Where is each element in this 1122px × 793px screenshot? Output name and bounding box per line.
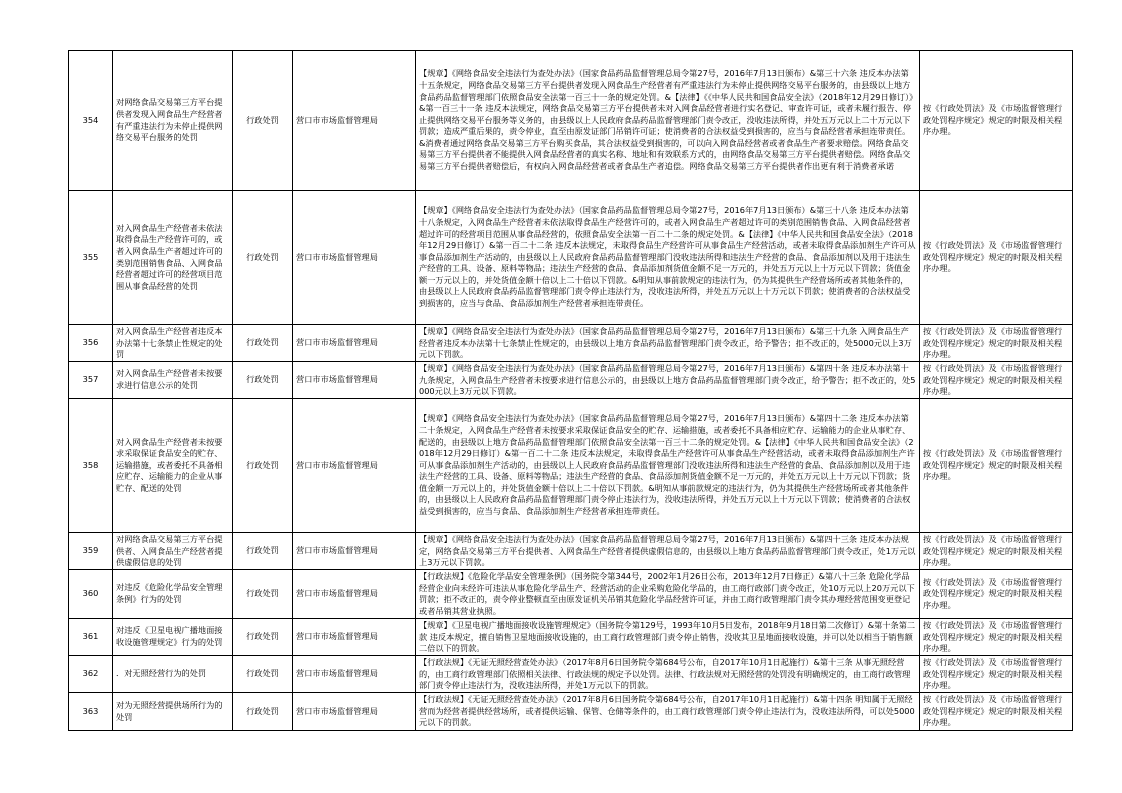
time-limit-procedure-cell [920,619,1073,656]
time-limit-procedure: 按《行政处罚法》及《市场监督管理行政处罚程序规定》规定的时限及相关程序办理。 [923,448,1063,482]
item-name-cell [113,362,233,399]
row-number: 361 [82,631,99,642]
power-list-table [68,50,1073,731]
implementing-agency: 营口市市场监督管理局 [296,337,378,348]
implementing-agency: 营口市市场监督管理局 [296,588,378,599]
implementing-agency: 营口市市场监督管理局 [296,114,378,125]
time-limit-procedure-cell [920,325,1073,362]
implementing-agency: 营口市市场监督管理局 [296,251,378,262]
implementing-agency: 营口市市场监督管理局 [296,668,378,679]
legal-basis-cell [416,362,920,399]
legal-basis: 【规章】《网络食品安全违法行为查处办法》（国家食品药品监督管理总局令第27号，2016年7月13日颁布）&第四十二条 违反本办法第二十条规定，入网食品生产经营者未按要求采取保证食品安全的贮存、运输措施，或者委托不具备相应贮存、运输能力的企业从事贮存、配送的，由县级以上地方食品药品监督管理部门依照食品安全法第一百三十二条的规定处罚。&【法律】《中华人民共和国食品安全法》（2018年12月29日修订）&第一百二十二条 违反本法规定，未取得食品生产经营许可从事食品生产经营活动，或者未取得食品添加剂生产许可从事食品添加剂生产活动的，由县级以上人民政府食品药品监督管理部门没收违法所得和违法生产经营的食品、食品添加剂以及用于违法生产经营的工具、设备、原料等物品；违法生产经营的食品、食品添加剂货值金额不足一万元的，并处五万元以上十万元以下罚款；货值金额一万元以上的，并处货值金额十倍以上二十倍以下罚款。&明知从事前款规定的违法行为，仍为其提供生产经营场所或者其他条件的，由县级以上人民政府食品药品监督管理部门责令停止违法行为，没收违法所得，并处五万元以上十万元以下罚款；使消费者的合法权益受到损害的，应当与食品、食品添加剂生产经营者承担连带责任。 [419,413,915,517]
legal-basis: 【行政法规】《无证无照经营查处办法》（2017年8月6日国务院令第684号公布，自2017年10月1日起施行）&第十四条 明知属于无照经营而为经营者提供经营场所，或者提供运输、保管、仓储等条件的，由工商行政管理部门责令停止违法行为，没收违法所得，可以处5000元以下的罚款。 [419,694,915,728]
item-type: 行政处罚 [246,337,279,348]
item-type: 行政处罚 [246,588,279,599]
implementing-agency-cell [293,325,416,362]
table-row [69,656,1073,693]
implementing-agency: 营口市市场监督管理局 [296,374,378,385]
item-name-cell [113,693,233,731]
item-name: 对违反《卫星电视广播地面接收设施管理规定》行为的处罚 [116,625,223,647]
row-number: 355 [82,251,99,262]
legal-basis-cell [416,399,920,533]
legal-basis-cell [416,533,920,570]
item-type: 行政处罚 [246,114,279,125]
table-body [69,51,1073,731]
time-limit-procedure-cell [920,570,1073,619]
implementing-agency-cell [293,399,416,533]
item-name-cell [113,399,233,533]
implementing-agency-cell [293,191,416,325]
item-type-cell [233,533,293,570]
item-type-cell [233,399,293,533]
time-limit-procedure: 按《行政处罚法》及《市场监督管理行政处罚程序规定》规定的时限及相关程序办理。 [923,657,1063,691]
time-limit-procedure-cell [920,362,1073,399]
row-number: 360 [82,588,99,599]
table-row [69,191,1073,325]
implementing-agency-cell [293,533,416,570]
time-limit-procedure: 按《行政处罚法》及《市场监督管理行政处罚程序规定》规定的时限及相关程序办理。 [923,103,1063,137]
table-row [69,619,1073,656]
row-number-cell [69,362,113,399]
item-name-cell [113,325,233,362]
row-number-cell [69,570,113,619]
implementing-agency-cell [293,693,416,731]
legal-basis-cell [416,619,920,656]
item-name: 对入网食品生产经营者违反本办法第十七条禁止性规定的处罚 [116,326,223,360]
row-number: 362 [82,668,99,679]
item-name: 对入网食品生产经营者未依法取得食品生产经营许可的，或者入网食品生产者超过许可的类别范围销售食品、入网食品经营者超过许可的经营项目范围从事食品经营的处罚 [116,222,223,291]
legal-basis: 【规章】《网络食品安全违法行为查处办法》（国家食品药品监督管理总局令第27号，2016年7月13日颁布）&第四十三条 违反本办法规定，网络食品交易第三方平台提供者、入网食品生产经营者提供虚假信息的，由县级以上地方食品药品监督管理部门责令改正，处1万元以上3万元以下罚款。 [419,534,916,568]
item-type-cell [233,191,293,325]
item-type: 行政处罚 [246,251,279,262]
time-limit-procedure: 按《行政处罚法》及《市场监督管理行政处罚程序规定》规定的时限及相关程序办理。 [923,363,1063,397]
implementing-agency-cell [293,570,416,619]
time-limit-procedure: 按《行政处罚法》及《市场监督管理行政处罚程序规定》规定的时限及相关程序办理。 [923,694,1063,728]
legal-basis: 【规章】《网络食品安全违法行为查处办法》（国家食品药品监督管理总局令第27号，2016年7月13日颁布）&第四十条 违反本办法第十九条规定，入网食品生产经营者未按要求进行信息公示的，由县级以上地方食品药品监督管理部门责令改正，给予警告；拒不改正的，处5000元以上3万元以下罚款。 [419,363,916,397]
legal-basis-cell [416,191,920,325]
item-type-cell [233,325,293,362]
time-limit-procedure: 按《行政处罚法》及《市场监督管理行政处罚程序规定》规定的时限及相关程序办理。 [923,576,1063,610]
table-row [69,533,1073,570]
row-number: 354 [82,114,99,125]
row-number-cell [69,51,113,191]
implementing-agency: 营口市市场监督管理局 [296,631,378,642]
item-type-cell [233,619,293,656]
item-name: 对违反《危险化学品安全管理条例》行为的处罚 [116,582,223,604]
legal-basis: 【行政法规】《无证无照经营查处办法》（2017年8月6日国务院令第684号公布，自2017年10月1日起施行）&第十三条 从事无照经营的，由工商行政管理部门依照相关法律、行政法规的规定予以处罚。法律、行政法规对无照经营的处罚没有明确规定的，由工商行政管理部门责令停止违法行为，没收违法所得，并处1万元以下的罚款。 [419,657,911,691]
legal-basis-cell [416,656,920,693]
item-name: 对网络食品交易第三方平台提供者发现入网食品生产经营者有严重违法行为未停止提供网络交易平台服务的处罚 [116,97,223,143]
row-number-cell [69,693,113,731]
row-number-cell [69,399,113,533]
item-type: 行政处罚 [246,459,279,470]
table-row [69,570,1073,619]
time-limit-procedure-cell [920,693,1073,731]
table-row [69,51,1073,191]
row-number: 359 [82,545,99,556]
item-type: 行政处罚 [246,668,279,679]
item-type: 行政处罚 [246,631,279,642]
table-row [69,325,1073,362]
implementing-agency: 营口市市场监督管理局 [296,459,378,470]
legal-basis-cell [416,570,920,619]
row-number: 358 [82,459,99,470]
implementing-agency: 营口市市场监督管理局 [296,705,378,716]
item-type-cell [233,656,293,693]
time-limit-procedure: 按《行政处罚法》及《市场监督管理行政处罚程序规定》规定的时限及相关程序办理。 [923,240,1063,274]
time-limit-procedure-cell [920,656,1073,693]
row-number: 363 [82,705,99,716]
item-type: 行政处罚 [246,705,279,716]
legal-basis: 【规章】《网络食品安全违法行为查处办法》（国家食品药品监督管理总局令第27号，2016年7月13日颁布）&第三十六条 违反本办法第十五条规定，网络食品交易第三方平台提供者发现入网食品生产经营者有严重违法行为未停止提供网络交易平台服务的，由县级以上地方食品药品监督管理部门依照食品安全法第一百三十一条的规定处罚。&【法律】《《中华人民共和国食品安全法》（2018年12月29日修订）》&第一百三十一条 违反本法规定，网络食品交易第三方平台提供者未对入网食品经营者进行实名登记、审查许可证，或者未履行报告、停止提供网络交易平台服务等义务的，由县级以上人民政府食品药品监督管理部门责令改正，没收违法所得，并处五万元以上二十万元以下罚款；造成严重后果的，责令停业，直至由原发证部门吊销许可证；使消费者的合法权益受到损害的，应当与食品经营者承担连带责任。&消费者通过网络食品交易第三方平台购买食品，其合法权益受到损害的，可以向入网食品经营者或者食品生产者要求赔偿。网络食品交易第三方平台提供者不能提供入网食品经营者的真实名称、地址和有效联系方式的，由网络食品交易第三方平台提供者赔偿。网络食品交易第三方平台提供者赔偿后，有权向入网食品经营者或者食品生产者追偿。网络食品交易第三方平台提供者作出更有利于消费者承诺 [419,68,914,172]
item-type-cell [233,362,293,399]
item-type-cell [233,693,293,731]
item-name: 对入网食品生产经营者未按要求进行信息公示的处罚 [116,368,223,390]
implementing-agency-cell [293,619,416,656]
time-limit-procedure: 按《行政处罚法》及《市场监督管理行政处罚程序规定》规定的时限及相关程序办理。 [923,534,1063,568]
row-number-cell [69,533,113,570]
legal-basis: 【规章】《网络食品安全违法行为查处办法》（国家食品药品监督管理总局令第27号，2016年7月13日颁布）&第三十九条 入网食品生产经营者违反本办法第十七条禁止性规定的，由县级以上地方食品药品监督管理部门责令改正，给予警告；拒不改正的，处5000元以上3万元以下罚款。 [419,326,912,360]
item-name: 对网络食品交易第三方平台提供者、入网食品生产经营者提供虚假信息的处罚 [116,534,223,568]
time-limit-procedure: 按《行政处罚法》及《市场监督管理行政处罚程序规定》规定的时限及相关程序办理。 [923,326,1063,360]
item-type: 行政处罚 [246,374,279,385]
row-number: 357 [82,374,99,385]
legal-basis-cell [416,693,920,731]
table-row [69,693,1073,731]
row-number: 356 [82,337,99,348]
row-number-cell [69,325,113,362]
time-limit-procedure-cell [920,51,1073,191]
item-name-cell [113,51,233,191]
row-number-cell [69,191,113,325]
time-limit-procedure: 按《行政处罚法》及《市场监督管理行政处罚程序规定》规定的时限及相关程序办理。 [923,620,1063,654]
time-limit-procedure-cell [920,533,1073,570]
item-name-cell [113,533,233,570]
legal-basis-cell [416,51,920,191]
item-name: ．对无照经营行为的处罚 [116,668,207,679]
item-name-cell [113,191,233,325]
item-type-cell [233,51,293,191]
implementing-agency: 营口市市场监督管理局 [296,545,378,556]
time-limit-procedure-cell [920,191,1073,325]
table-row [69,399,1073,533]
item-type: 行政处罚 [246,545,279,556]
table-row [69,362,1073,399]
legal-basis: 【规章】《网络食品安全违法行为查处办法》（国家食品药品监督管理总局令第27号，2016年7月13日颁布）&第三十八条 违反本办法第十八条规定，入网食品生产经营者未依法取得食品生产经营许可的，或者入网食品生产者超过许可的类别范围销售食品、入网食品经营者超过许可的经营项目范围从事食品经营的，依照食品安全法第一百二十二条的规定处罚。&【法律】《中华人民共和国食品安全法》（2018年12月29日修订）&第一百二十二条 违反本法规定，未取得食品生产经营许可从事食品生产经营活动，或者未取得食品添加剂生产许可从事食品添加剂生产活动的，由县级以上人民政府食品药品监督管理部门没收违法所得和违法生产经营的食品、食品添加剂以及用于违法生产经营的工具、设备、原料等物品；违法生产经营的食品、食品添加剂货值金额不足一万元的，并处五万元以上十万元以下罚款；货值金额一万元以上的，并处货值金额十倍以上二十倍以下罚款。&明知从事前款规定的违法行为，仍为其提供生产经营场所或者其他条件的，由县级以上人民政府食品药品监督管理部门责令停止违法行为，没收违法所得，并处五万元以上十万元以下罚款；使消费者的合法权益受到损害的，应当与食品、食品添加剂生产经营者承担连带责任。 [419,205,916,309]
item-name-cell [113,656,233,693]
time-limit-procedure-cell [920,399,1073,533]
implementing-agency-cell [293,362,416,399]
item-name-cell [113,570,233,619]
legal-basis: 【规章】《卫星电视广播地面接收设施管理规定》（国务院令第129号，1993年10月5日发布，2018年9月18日第二次修订）&第十条第二款 违反本规定，擅自销售卫星地面接收设施的，由工商行政管理部门责令停止销售，没收其卫星地面接收设施，并可以处以相当于销售额二倍以下的罚款。 [419,620,916,654]
legal-basis: 【行政法规】《危险化学品安全管理条例》（国务院令第344号，2002年1月26日公布，2013年12月7日修正）&第八十三条 危险化学品经营企业向未经许可违法从事危险化学品生产、经营活动的企业采购危险化学品的，由工商行政部门责令改正，处10万元以上20万元以下罚款；拒不改正的，责令停业整顿直至由原发证机关吊销其危险化学品经营许可证，并由工商行政管理部门责令其办理经营范围变更登记或者吊销其营业执照。 [419,571,915,616]
legal-basis-cell [416,325,920,362]
item-name-cell [113,619,233,656]
row-number-cell [69,656,113,693]
row-number-cell [69,619,113,656]
item-type-cell [233,570,293,619]
item-name: 对入网食品生产经营者未按要求采取保证食品安全的贮存、运输措施，或者委托不具备相应贮存、运输能力的企业从事贮存、配送的处罚 [116,436,223,493]
implementing-agency-cell [293,51,416,191]
item-name: 对为无照经营提供场所行为的处罚 [116,699,223,722]
implementing-agency-cell [293,656,416,693]
